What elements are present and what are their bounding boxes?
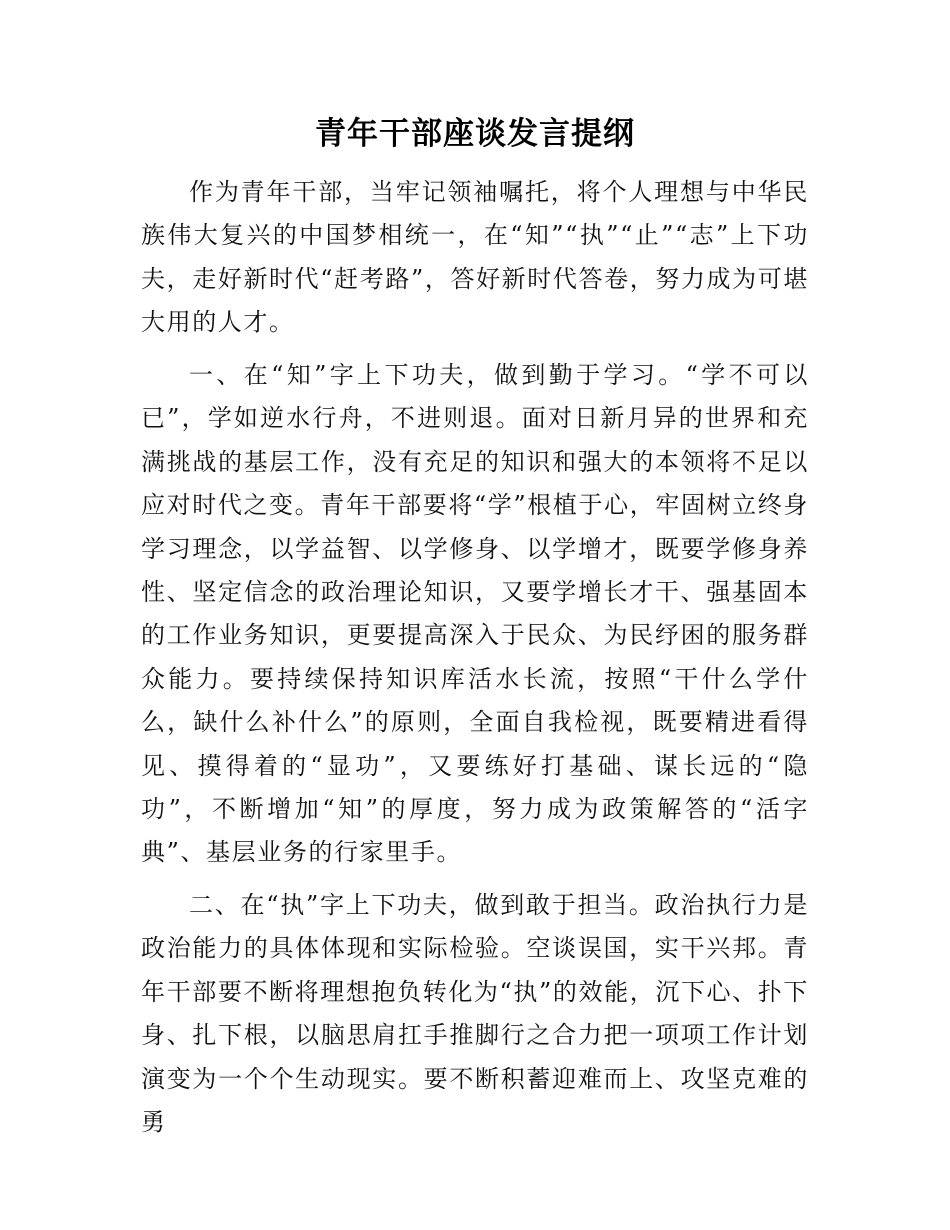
paragraph-section-two: 二、在“执”字上下功夫，做到敢于担当。政治执行力是政治能力的具体体现和实际检验。空谈误国，实干兴邦。青年干部要不断将理想抱负转化为“执”的效能，沉下心、扑下身、扎下根，以脑思肩扛手推脚行之合力把一项项工作计划演变为一个个生动现实。要不断积蓄迎难而上、攻坚克难的勇 [141, 891, 809, 1137]
paragraph-intro: 作为青年干部，当牢记领袖嘱托，将个人理想与中华民族伟大复兴的中国梦相统一，在“知”“执”“止”“志”上下功夫，走好新时代“赶考路”，答好新时代答卷，努力成为可堪大用的人才。 [141, 178, 809, 337]
document-title: 青年干部座谈发言提纲 [315, 116, 635, 152]
paragraph-section-one: 一、在“知”字上下功夫，做到勤于学习。“学不可以已”，学如逆水行舟，不进则退。面对日新月异的世界和充满挑战的基层工作，没有充足的知识和强大的本领将不足以应对时代之变。青年干部要将“学”根植于心，牢固树立终身学习理念，以学益智、以学修身、以学增才，既要学修身养性、坚定信念的政治理论知识，又要学增长才干、强基固本的工作业务知识，更要提高深入于民众、为民纾困的服务群众能力。要持续保持知识库活水长流，按照“干什么学什么，缺什么补什么”的原则，全面自我检视，既要精进看得见、摸得着的“显功”，又要练好打基础、谋长远的“隐功”，不断增加“知”的厚度，努力成为政策解答的“活字典”、基层业务的行家里手。 [141, 361, 809, 867]
